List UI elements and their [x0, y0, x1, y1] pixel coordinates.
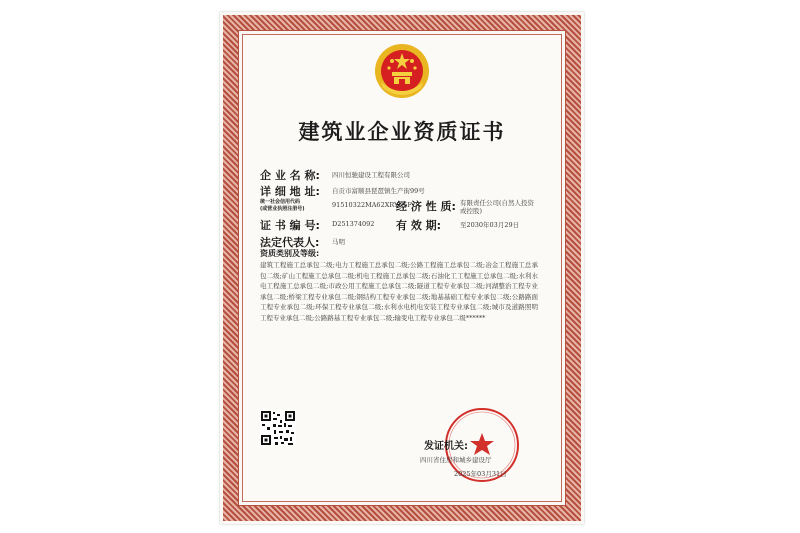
- legal-rep-value: 马明: [332, 238, 345, 246]
- validity-label: 有 效 期:: [396, 219, 442, 232]
- national-emblem-icon: [373, 42, 431, 100]
- cert-no-label: 证 书 编 号:: [260, 219, 320, 232]
- credit-code-value: 91510322MA62XRYR5F: [332, 201, 412, 209]
- cert-no-value: D251374092: [332, 220, 375, 228]
- validity-value: 至2030年03月29日: [460, 221, 520, 229]
- company-label: 企 业 名 称:: [260, 169, 320, 182]
- certificate-title: 建筑业企业资质证书: [298, 120, 506, 144]
- qualification-certificate: [220, 12, 584, 524]
- address-value: 自贡市富顺县琵琶镇生产街99号: [332, 187, 425, 195]
- address-label: 详 细 地 址:: [260, 185, 320, 198]
- issuer-label: 发证机关:: [424, 441, 468, 452]
- scope-label: 资质类别及等级:: [260, 249, 320, 258]
- legal-rep-label: 法定代表人:: [260, 236, 320, 249]
- credit-code-label: 统一社会信用代码 (或营业执照注册号): [260, 199, 305, 212]
- economic-nature-label: 经 济 性 质:: [396, 200, 456, 213]
- qualification-scope-text: 建筑工程施工总承包二级;电力工程施工总承包二级;公路工程施工总承包二级;冶金工程施工总承包二级;矿山工程施工总承包二级;机电工程施工总承包二级;石油化工工程施工总承包二级;水利水电工程施工总承包二级;市政公用工程施工总承包二级;隧道工程专业承包二级;河湖整治工程专业承包二级;桥梁工程专业承包二级;钢结构工程专业承包二级;地基基础工程专业承包二级;公路路面工程专业承包二级;环保工程专业承包二级;水利水电机电安装工程专业承包二级;城市及道路照明工程专业承包二级;公路路基工程专业承包二级;输变电工程专业承包二级******: [260, 261, 538, 322]
- economic-nature-value: 有限责任公司(自然人投资或控股): [460, 199, 535, 215]
- issue-date: 2025年03月31日: [454, 470, 507, 478]
- company-value: 四川恒驰建设工程有限公司: [332, 171, 410, 179]
- qr-code-icon: [260, 410, 296, 446]
- issuer-name: 四川省住房和城乡建设厅: [420, 456, 492, 464]
